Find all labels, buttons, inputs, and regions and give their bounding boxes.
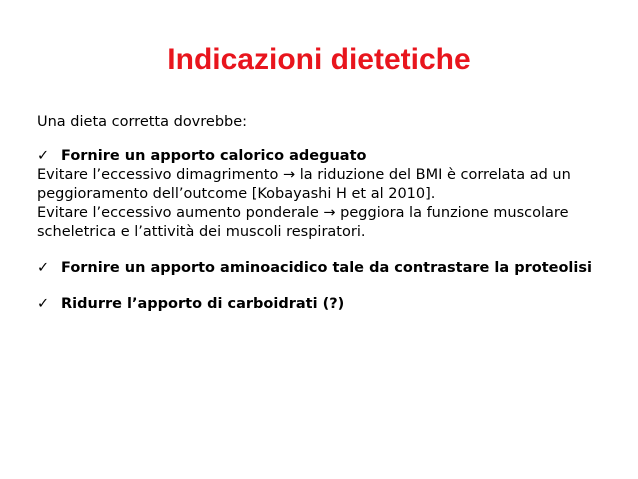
slide-title: Indicazioni dietetiche: [167, 43, 471, 76]
intro-text: Una dieta corretta dovrebbe:: [37, 114, 248, 130]
checkmark-icon: ✓: [37, 296, 50, 312]
bullet-item-carbs: [37, 295, 612, 314]
bullet-heading: Fornire un apporto calorico adeguato: [61, 148, 367, 164]
bullet-heading: Fornire un apporto aminoacidico tale da contrastare la proteolisi: [61, 260, 592, 276]
slide-body: [37, 113, 612, 314]
bullet-paragraph: Evitare l’eccessivo dimagrimento → la riduzione del BMI è correlata ad un peggioramento dell’outcome [Kobayashi H et al 2010].: [37, 167, 571, 202]
bullet-heading: Ridurre l’apporto di carboidrati (?): [61, 296, 345, 312]
checkmark-icon: ✓: [37, 260, 50, 276]
bullet-item-amino: [37, 259, 612, 278]
bullet-block-calories: [37, 147, 612, 242]
bullet-paragraph: Evitare l’eccessivo aumento ponderale → peggiora la funzione muscolare scheletrica e l’attività dei muscoli respiratori.: [37, 205, 569, 240]
checkmark-icon: ✓: [37, 148, 50, 164]
bullet-item-calories: [37, 147, 612, 166]
